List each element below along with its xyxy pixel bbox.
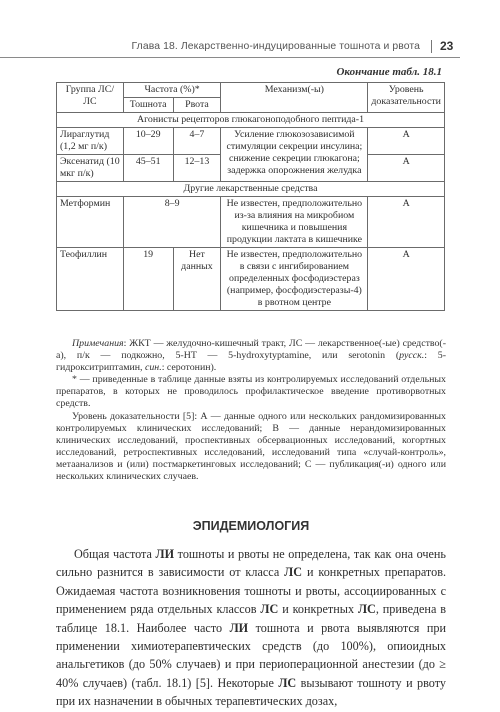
header-group: Группа ЛС/ ЛС (57, 83, 124, 113)
table-header-row (57, 83, 445, 98)
section-row-glp1 (57, 113, 445, 128)
running-header (0, 37, 500, 59)
notes-abbreviations: Примечания: ЖКТ — желудочно-кишечный тракт, ЛС — лекарственное(-ые) средство(-а), п/к — подкожно, 5-HT — 5-hydroxytyptamine, или serotonin (русск.: 5-гидрокситриптамин, син.: серотонин). (56, 338, 446, 374)
nausea-cell: 19 (123, 248, 173, 311)
drug-cell: Эксенатид (10 мкг п/к) (57, 155, 124, 182)
table-row (57, 248, 445, 311)
drug-cell: Теофиллин (57, 248, 124, 311)
notes-label: Примечания (72, 338, 124, 349)
drug-table (56, 82, 445, 311)
chapter-title: Глава 18. Лекарственно-индуцированные тошнота и рвота (131, 41, 420, 52)
header-evidence: Уровень доказательности (368, 83, 445, 113)
header-separator (431, 40, 432, 53)
header-mechanism: Механизм(-ы) (221, 83, 368, 113)
body-paragraph: Общая частота ЛИ тошноты и рвоты не определена, так как она очень сильно разнится в зависимости от класса ЛС и конкретных препаратов. Ожидаемая частота возникновения тошноты и рвоты, ассоциированных с применением ряда отдельных классов ЛС и конкретных ЛС, приведена в таблице 18.1. Наиболее часто ЛИ тошнота и рвота выявляются при применении химиотерапевтических средств (до 100%), опиоидных анальгетиков (до 50% случаев) и при периоперационной анестезии (до ≥ 40% случаев) (табл. 18.1) [5]. Некоторые ЛС вызывают тошноту и рвоту при их назначении в обычных терапевтических дозах, (56, 547, 447, 709)
evidence-cell: А (368, 248, 445, 311)
vomiting-cell: 4–7 (173, 128, 221, 155)
vomiting-cell: 12–13 (173, 155, 221, 182)
table-notes (56, 338, 446, 483)
evidence-cell: А (368, 128, 445, 155)
drug-cell: Метформин (57, 197, 124, 248)
frequency-cell: 8–9 (123, 197, 221, 248)
header-frequency: Частота (%)* (123, 83, 221, 98)
mechanism-cell: Не известен, предположительно из-за влияния на микробиом кишечника и повышения продукции лактата в кишечнике (221, 197, 368, 248)
vomiting-cell: Нет данных (173, 248, 221, 311)
page-number: 23 (440, 39, 454, 53)
section-row-other (57, 182, 445, 197)
evidence-cell: А (368, 197, 445, 248)
section-title-glp1: Агонисты рецепторов глюкагоноподобного пептида-1 (57, 113, 445, 128)
mechanism-cell: Не известен, предположительно в связи с ингибированием определенных фосфодиэстераз (например, фосфодиэстеразы-4) в рвотном центре (221, 248, 368, 311)
nausea-cell: 45–51 (123, 155, 173, 182)
mechanism-cell: Усиление глюкозозависимой стимуляции секреции инсулина; снижение секреции глюкагона; задержка опорожнения желудка (221, 128, 368, 182)
header-nausea: Тошнота (123, 98, 173, 113)
notes-evidence-levels: Уровень доказательности [5]: А — данные одного или нескольких рандомизированных контролируемых клинических исследований; B — данные нерандомизированных клинических исследований, проспективных обсервационных исследований, когортных исследований, ретроспективных исследований, исследований типа «случай-контроль», метаанализов и (или) постмаркетинговых исследований; С — публикация(-и) одного или нескольких клинических случаев. (56, 410, 446, 483)
table-caption: Окончание табл. 18.1 (336, 66, 442, 78)
section-title-other: Другие лекарственные средства (57, 182, 445, 197)
notes-asterisk: * — приведенные в таблице данные взяты из контролируемых исследований отдельных препаратов, в которых не проводилось профилактическое введение противорвотных средств. (56, 374, 446, 410)
section-heading: ЭПИДЕМИОЛОГИЯ (192, 519, 310, 533)
evidence-cell: А (368, 155, 445, 182)
table-row (57, 128, 445, 155)
header-vomiting: Рвота (173, 98, 221, 113)
table-row (57, 197, 445, 248)
header-rule (0, 57, 460, 58)
nausea-cell: 10–29 (123, 128, 173, 155)
drug-cell: Лираглутид (1,2 мг п/к) (57, 128, 124, 155)
